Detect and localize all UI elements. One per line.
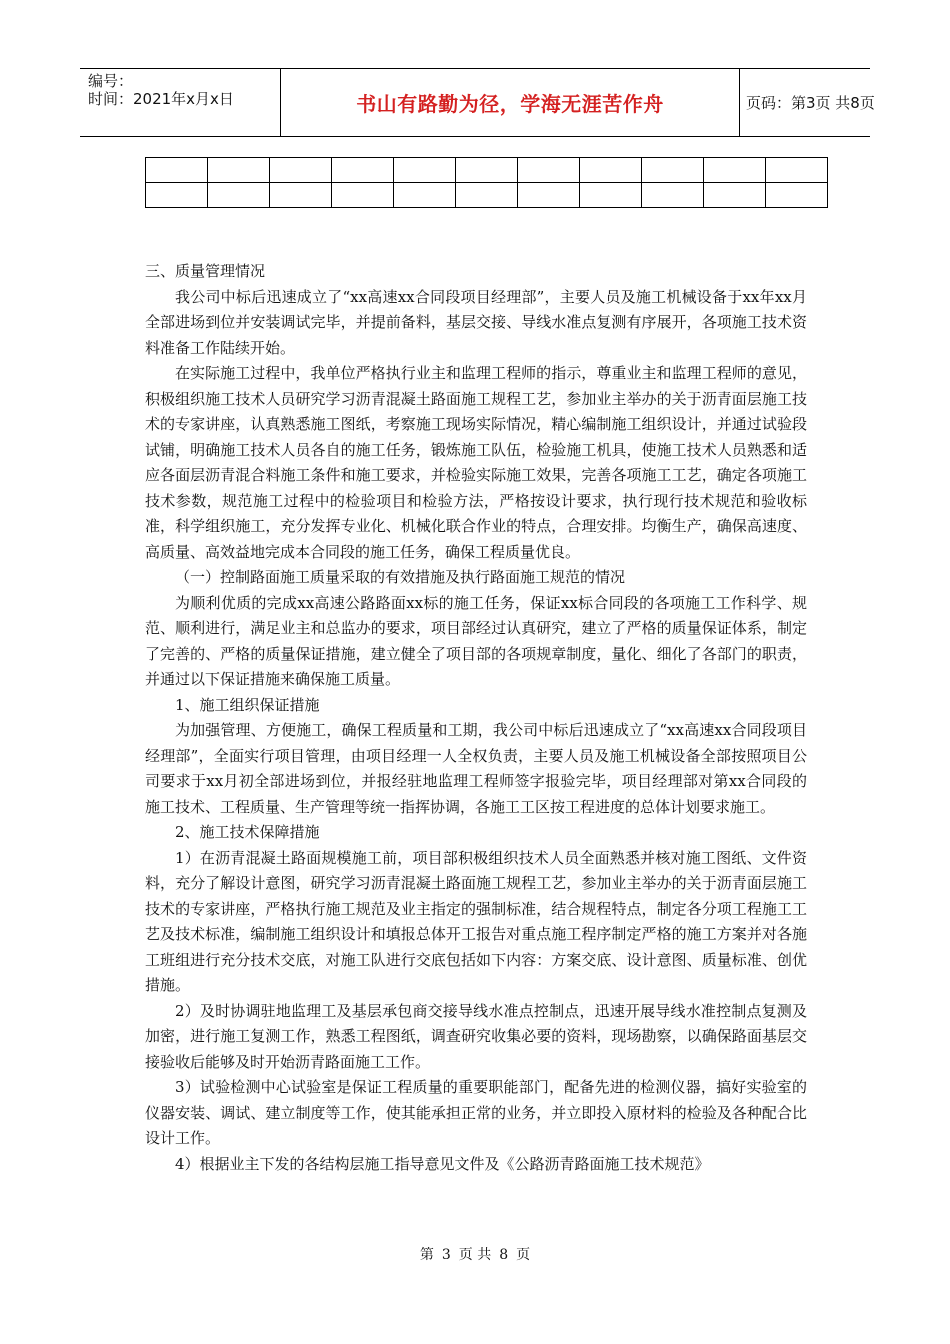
table-cell: [270, 183, 332, 208]
footer-middle: 页 共: [458, 1247, 492, 1263]
table-cell: [580, 183, 642, 208]
table-cell: [642, 183, 704, 208]
page-header: [80, 68, 875, 137]
table-cell: [704, 158, 766, 183]
body-paragraph: （一）控制路面施工质量采取的有效措施及执行路面施工规范的情况: [175, 568, 626, 586]
footer-prefix: 第: [419, 1247, 434, 1263]
header-motto: 书山有路勤为径，学海无涯苦作舟: [356, 92, 664, 116]
table-row: [146, 183, 828, 208]
document-number-label: 编号：: [88, 72, 134, 90]
body-paragraph: 3）试验检测中心试验室是保证工程质量的重要职能部门，配备先进的检测仪器，搞好实验室的仪器安装、调试、建立制度等工作，使其能承担正常的业务，并立即投入原材料的检验及各种配合比设计工作。: [145, 1078, 807, 1147]
body-paragraph: 我公司中标后迅速成立了“xx高速xx合同段项目经理部”，主要人员及施工机械设备于xx年xx月全部进场到位并安装调试完毕，并提前备料，基层交接、导线水准点复测有序展开，各项施工技术资料准备工作陆续开始。: [145, 287, 807, 357]
table-cell: [766, 183, 828, 208]
table-cell: [766, 158, 828, 183]
page-footer: [0, 1246, 950, 1264]
body-paragraph: 为加强管理、方便施工，确保工程质量和工期，我公司中标后迅速成立了“xx高速xx合同段项目经理部”，全面实行项目管理，由项目经理一人全权负责，主要人员及施工机械设备全部按照项目公司要求于xx月初全部进场到位，并报经驻地监理工程师签字报验完毕，项目经理部对第xx合同段的施工技术、工程质量、生产管理等统一指挥协调，各施工工区按工程进度的总体计划要求施工。: [145, 721, 807, 816]
table-cell: [704, 183, 766, 208]
footer-total-pages: 8: [499, 1247, 509, 1263]
document-body: [145, 259, 807, 1177]
header-page-cell: [738, 69, 875, 136]
table-cell: [642, 158, 704, 183]
header-page-info: 页码：第3页 共8页: [746, 94, 875, 112]
footer-suffix: 页: [516, 1247, 531, 1263]
table-cell: [208, 183, 270, 208]
table-cell: [270, 158, 332, 183]
table-cell: [580, 158, 642, 183]
section-heading: 三、质量管理情况: [145, 262, 266, 280]
body-paragraph: 为顺利优质的完成xx高速公路路面xx标的施工任务，保证xx标合同段的各项施工工作科学、规范、顺利进行，满足业主和总监办的要求，项目部经过认真研究，建立了严格的质量保证体系，制定了完善的、严格的质量保证措施，建立健全了项目部的各项规章制度，量化、细化了各部门的职责，并通过以下保证措施来确保施工质量。: [145, 593, 807, 688]
body-paragraph: 1、施工组织保证措施: [175, 695, 320, 714]
document-date: 时间：2021年x月x日: [88, 90, 234, 108]
table-cell: [456, 183, 518, 208]
header-motto-cell: [280, 69, 740, 136]
table-cell: [332, 183, 394, 208]
header-meta-cell: [80, 69, 280, 136]
table-cell: [456, 158, 518, 183]
table-cell: [146, 158, 208, 183]
table-cell: [332, 158, 394, 183]
table-cell: [146, 183, 208, 208]
body-paragraph: 4）根据业主下发的各结构层施工指导意见文件及《公路沥青路面施工技术规范》: [175, 1154, 710, 1173]
body-paragraph: 1）在沥青混凝土路面规模施工前，项目部积极组织技术人员全面熟悉并核对施工图纸、文件资料，充分了解设计意图，研究学习沥青混凝土路面施工规程工艺，参加业主举办的关于沥青面层施工技术的专家讲座，严格执行施工规范及业主指定的强制标准，结合规程特点，制定各分项工程施工工艺及技术标准，编制施工组织设计和填报总体开工报告对重点施工程序制定严格的施工方案并对各施工班组进行充分技术交底，对施工队进行交底包括如下内容：方案交底、设计意图、质量标准、创优措施。: [145, 848, 807, 994]
table-cell: [518, 183, 580, 208]
empty-table: [145, 157, 828, 208]
body-paragraph: 在实际施工过程中，我单位严格执行业主和监理工程师的指示，尊重业主和监理工程师的意见，积极组织施工技术人员研究学习沥青混凝土路面施工规程工艺，参加业主举办的关于沥青面层施工技术的专家讲座，认真熟悉施工图纸，考察施工现场实际情况，精心编制施工组织设计，并通过试验段试铺，明确施工技术人员各自的施工任务，锻炼施工队伍，检验施工机具，使施工技术人员熟悉和适应各面层沥青混合料施工条件和施工要求，并检验实际施工效果，完善各项施工工艺，确定各项施工技术参数，规范施工过程中的检验项目和检验方法，严格按设计要求，执行现行技术规范和验收标准，科学组织施工，充分发挥专业化、机械化联合作业的特点，合理安排。均衡生产，确保高速度、高质量、高效益地完成本合同段的施工任务，确保工程质量优良。: [145, 364, 807, 561]
table-cell: [208, 158, 270, 183]
body-paragraph: 2、施工技术保障措施: [175, 823, 320, 841]
table-cell: [394, 158, 456, 183]
table-cell: [394, 183, 456, 208]
table-cell: [518, 158, 580, 183]
body-paragraph: 2）及时协调驻地监理工及基层承包商交接导线水准点控制点，迅速开展导线水准控制点复测及加密，进行施工复测工作，熟悉工程图纸，调查研究收集必要的资料，现场勘察，以确保路面基层交接验收后能够及时开始沥青路面施工工作。: [145, 1001, 807, 1071]
footer-current-page: 3: [441, 1247, 451, 1263]
table-row: [146, 158, 828, 183]
